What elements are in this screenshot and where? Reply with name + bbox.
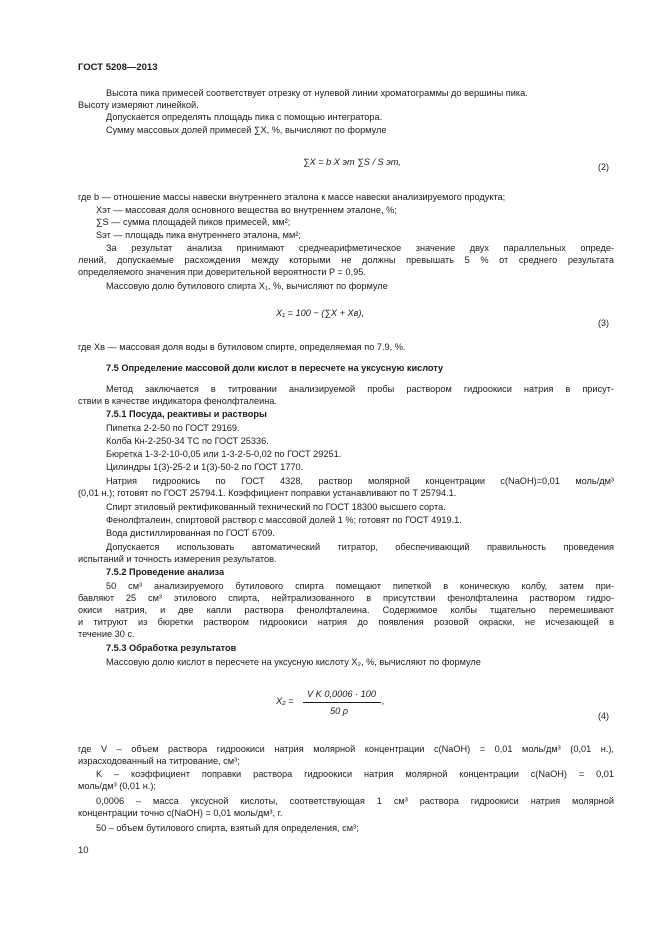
- formula-2: ∑X = b X эт ∑S / S эт,: [303, 157, 401, 167]
- legend-line: 0,0006 – масса уксусной кислоты, соответствующая 1 см³ раствора гидроокиси натрия молярной: [96, 796, 614, 806]
- paragraph-line: испытаний и точность измерения результатов.: [78, 554, 277, 564]
- section-heading-7-5-3: 7.5.3 Обработка результатов: [106, 643, 237, 653]
- formula-3: X₁ = 100 − (∑X + Xв),: [276, 308, 365, 318]
- legend-line: Sэт — площадь пика внутреннего эталона, мм²;: [96, 230, 301, 240]
- reagent-item: Спирт этиловый ректификованный технический по ГОСТ 18300 высшего сорта.: [106, 502, 446, 512]
- paragraph-line: Высоту измеряют линейкой.: [78, 100, 199, 110]
- paragraph-line: 50 см³ анализируемого бутилового спирта помещают пипеткой в коническую колбу, затем при-: [106, 581, 614, 591]
- paragraph-line: и титруют из бюретки раствором гидроокиси натрия до появления розовой окраски, не исчезающей в: [78, 617, 614, 627]
- section-heading-7-5-1: 7.5.1 Посуда, реактивы и растворы: [106, 409, 267, 419]
- page-number: 10: [78, 845, 89, 856]
- formula-4-comma: ,: [382, 696, 385, 706]
- paragraph-line: Массовую долю кислот в пересчете на уксусную кислоту X₂, %, вычисляют по формуле: [106, 657, 481, 667]
- legend-line: концентрации точно c(NaOH) = 0,01 моль/дм³, г.: [78, 808, 283, 818]
- legend-line: K – коэффициент поправки раствора гидроокиси натрия молярной концентрации c(NaOH) = 0,01: [96, 769, 614, 779]
- reagent-item: Вода дистиллированная по ГОСТ 6709.: [106, 528, 275, 538]
- paragraph-line: лений, допускаемые расхождения между которыми не должны превышать 5 % от среднего результата: [78, 255, 614, 265]
- reagent-item: Колба Кн-2-250-34 ТС по ГОСТ 25336.: [106, 436, 269, 446]
- paragraph-line: Сумму массовых долей примесей ∑X, %, вычисляют по формуле: [106, 125, 387, 135]
- paragraph-line: Метод заключается в титровании анализируемой пробы раствором гидроокиси натрия в присут-: [106, 384, 614, 394]
- legend-line: моль/дм³ (0,01 н.);: [78, 781, 156, 791]
- paragraph-line: бавляют 25 см³ этилового спирта, нейтрализованного в присутствии фенолфталеина раствором гидро-: [78, 593, 614, 603]
- formula-4-lhs: X₂ =: [276, 696, 294, 706]
- legend-line: ∑S — сумма площадей пиков примесей, мм²;: [96, 217, 291, 227]
- reagent-item: Бюретка 1-3-2-10-0,05 или 1-3-2-5-0,02 по ГОСТ 29251.: [106, 449, 342, 459]
- reagent-item: Фенолфталеин, спиртовой раствор с массовой долей 1 %; готовят по ГОСТ 4919.1.: [106, 515, 462, 525]
- legend-line: где Xв — массовая доля воды в бутиловом спирте, определяемая по 7.9, %.: [78, 342, 406, 352]
- formula-2-number: (2): [598, 162, 609, 172]
- section-heading-7-5: 7.5 Определение массовой доли кислот в пересчете на уксусную кислоту: [106, 363, 444, 373]
- paragraph-line: течение 30 с.: [78, 629, 135, 639]
- paragraph-line: Допускается определять площадь пика с помощью интегратора.: [106, 112, 383, 122]
- legend-line: Xэт — массовая доля основного вещества во внутреннем эталоне, %;: [96, 205, 397, 215]
- reagent-item: Цилиндры 1(3)-25-2 и 1(3)-50-2 по ГОСТ 1770.: [106, 462, 304, 472]
- formula-4-number: (4): [598, 711, 609, 721]
- document-header: ГОСТ 5208—2013: [78, 62, 158, 73]
- paragraph-line: Массовую долю бутилового спирта X₁, %, вычисляют по формуле: [106, 281, 388, 291]
- formula-4-fraction-bar: [303, 702, 381, 703]
- legend-line: где b — отношение массы навески внутреннего эталона к массе навески анализируемого продукта;: [78, 192, 506, 202]
- paragraph-line: Высота пика примесей соответствует отрезку от нулевой линии хроматограммы до вершины пика.: [106, 88, 528, 98]
- paragraph-line: ствии в качестве индикатора фенолфталеина.: [78, 396, 277, 406]
- legend-line: 50 – объем бутилового спирта, взятый для определения, см³;: [96, 823, 359, 833]
- paragraph-line: окиси натрия, и две капли раствора фенолфталеина. Содержимое колбы тщательно перемешивают: [78, 605, 614, 615]
- reagent-item: Пипетка 2-2-50 по ГОСТ 29169.: [106, 423, 240, 433]
- formula-4-numerator: V K 0,0006 · 100: [307, 689, 376, 699]
- formula-3-number: (3): [598, 318, 609, 328]
- paragraph-line: Допускается использовать автоматический титратор, обеспечивающий правильность проведения: [106, 542, 614, 552]
- reagent-item: (0,01 н.); готовят по ГОСТ 25794.1. Коэффициент поправки устанавливают по Т 25794.1.: [78, 488, 457, 498]
- section-heading-7-5-2: 7.5.2 Проведение анализа: [106, 567, 225, 577]
- reagent-item: Натрия гидроокись по ГОСТ 4328, раствор молярной концентрации c(NaOH)=0,01 моль/дм³: [106, 476, 614, 486]
- legend-line: где V – объем раствора гидроокиси натрия молярной концентрации c(NaOH) = 0,01 моль/дм³ (0,01 н.),: [78, 744, 614, 754]
- paragraph-line: определяемого значения при доверительной вероятности P = 0,95.: [78, 267, 366, 277]
- formula-4-denominator: 50 ρ: [330, 706, 349, 716]
- paragraph-line: За результат анализа принимают среднеарифметическое значение двух параллельных опреде-: [106, 243, 614, 253]
- legend-line: израсходованный на титрование, см³;: [78, 756, 240, 766]
